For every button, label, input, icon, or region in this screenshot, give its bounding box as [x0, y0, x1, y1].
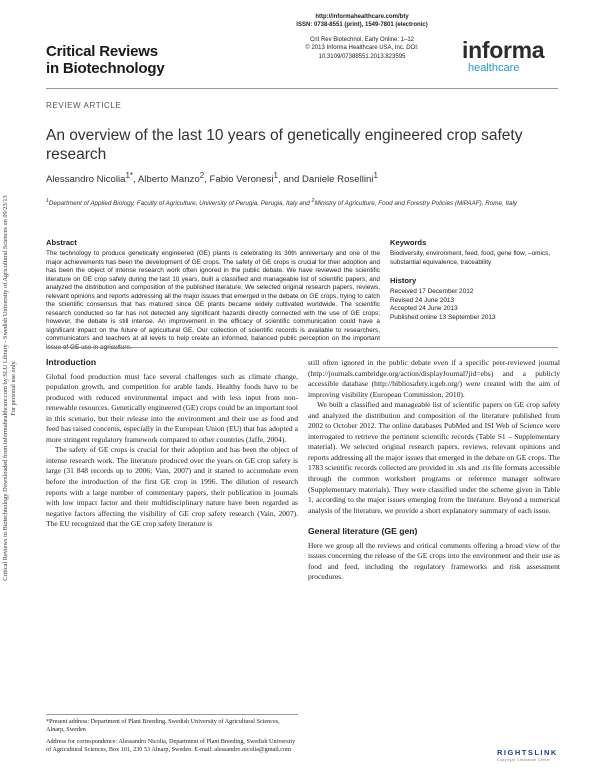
publisher-logo-name: informa: [462, 37, 545, 63]
footnote: [46, 718, 298, 757]
intro-paragraph: Global food production must face several challenges such as climate change, population growth, and competition for arable lands. Healthy foods have to be produced with reduced environmental impact and with less input from non-renewable resources. Genetically engineered (GE) crops could be an important tool in this scenario, but their release into the environment and their use as food and feed has raised concerns, especially in the European Union (EU) that has adopted a more stringent regulatory framework compared to other countries (Jaffe, 2004).: [46, 371, 298, 444]
journal-copyright: © 2013 Informa Healthcare USA, Inc. DOI: 10.3109/07388551.2013.823595: [305, 45, 419, 60]
rightslink-sub: Copyright Clearance Center: [497, 758, 551, 762]
journal-url[interactable]: http://informahealthcare.com/bty: [315, 14, 409, 20]
download-stamp-line2: For personal use only.: [10, 360, 17, 416]
author-name: Alberto Manzo: [137, 174, 200, 186]
abstract-section: [46, 238, 380, 353]
download-stamp-line1: Critical Reviews in Biotechnology Downloaded from informahealthcare.com by SLU Library - Swedish University of Agricultural Sciences on 09/23/13: [2, 195, 9, 581]
journal-name: [46, 43, 164, 77]
history-published: Published online 13 September 2013: [390, 313, 496, 321]
body-paragraph: We built a classified and manageable list of scientific papers on GE crop safety and analyzed the distribution and composition of the literature published from 2002 to October 2012. The online databases PubMed and ISI Web of Science were interrogated to retrieve the pertinent scientific records (Table S1 – Supplementary material). We selected original research papers, reviews, relevant opinions and reports addressing all the major issues that emerged in the debate on GE crops. The 1783 scientific records collected are provided in .xls and .ris file formats accessible through the common worksheet programs or reference manager software (Supplementary materials). They were classified under the scheme given in Table 1, according to the major issues emerging from the literature. Beyond a numerical analysis of the literature, we provide a short explanatory summary of each issue.: [308, 400, 560, 515]
author-affil-sup: 1: [373, 171, 378, 180]
author-name: Daniele Rosellini: [301, 174, 374, 186]
publisher-logo-sub: healthcare: [468, 62, 520, 74]
author-list: [46, 171, 556, 185]
affiliations: [46, 197, 556, 208]
journal-name-line2: in Biotechnology: [46, 60, 165, 77]
body-paragraph: still often ignored in the public debate even if a specific peer-reviewed journal (http://journals.cambridge.org/action/displayJournal?jid=ebs) and a publicly accessible database (http://bibliosafety.icgeb.org/) were created with the aim of improving visibility (European Commission, 2010).: [308, 358, 560, 399]
keywords-text: Biodiversity, environment, feed, food, gene flow, –omics, substantial equivalence, traceability: [390, 250, 551, 266]
abstract-text: The technology to produce genetically engineered (GE) plants is celebrating its 30th anniversary and one of the major achievements has been the development of GE crops. The safety of GE crops is crucial for their adoption and has been the object of intense research work often ignored in the public debate. We have reviewed the scientific literature on GE crop safety during the last 10 years, built a classified and manageable list of scientific papers, and analyzed the distribution and composition of the published literature. We selected original research papers, reviews, relevant opinions and reports addressing all the major issues that emerged in the debate on GE crops, trying to catch the scientific consensus that has matured since GE plants became widely cultivated worldwide. The scientific research conducted so far has not detected any significant hazards directly connected with the use of GE crops; however, the debate is still intense. An improvement in the efficacy of scientific communication could have a significant impact on the future of agricultural GE. Our collection of scientific records is available to researchers, communicators and teachers at all levels to help create an informed, balanced public perception on the important issue of GE use in agriculture.: [46, 250, 380, 352]
author-separator: , and: [277, 174, 302, 186]
history-revised: Revised 24 June 2013: [390, 296, 455, 304]
abstract-divider: [46, 347, 558, 348]
publisher-logo: [462, 38, 544, 74]
journal-issn: ISSN: 0738-8551 (print), 1549-7801 (electronic): [296, 22, 428, 29]
affil-sup: 1: [46, 198, 49, 204]
journal-name-line1: Critical Reviews: [46, 43, 158, 60]
history-received: Received 17 December 2012: [390, 288, 474, 296]
download-stamp: [2, 0, 24, 776]
body-right-column: [308, 358, 560, 583]
rightslink-name: RIGHTSLINK: [497, 748, 558, 757]
journal-meta: [262, 13, 462, 61]
keywords-heading: Keywords: [390, 238, 427, 247]
body-left-column: [46, 357, 298, 530]
header-divider: [46, 88, 558, 89]
affil-text: Department of Applied Biology, Faculty of Agriculture, University of Perugia, Perugia, Italy and: [48, 200, 312, 208]
author-affil-sup: 1: [125, 171, 130, 180]
footnote-correspondence: Address for correspondence: Alessandro Nicolia, Department of Plant Breeding, Swedish University of Agricultural Sciences, Box 101, 230 53 Alnarp, Sweden. E-mail: alessandro.nicolia@gmail.com: [46, 737, 296, 753]
keywords-history-panel: [390, 238, 560, 331]
rightslink-logo[interactable]: [497, 748, 558, 762]
history-block: [390, 276, 560, 322]
history-heading: History: [390, 276, 417, 286]
keywords-block: [390, 238, 560, 267]
article-type: REVIEW ARTICLE: [46, 101, 122, 110]
article-title: An overview of the last 10 years of genetically engineered crop safety research: [46, 127, 523, 163]
affil-sup: 2: [311, 198, 315, 204]
author-separator: ,: [204, 174, 210, 186]
introduction-heading: Introduction: [46, 357, 97, 367]
author-affil-sup: 2: [199, 171, 205, 180]
general-literature-heading: General literature (GE gen): [308, 526, 418, 537]
footnote-divider: [46, 714, 298, 715]
intro-paragraph: The safety of GE crops is crucial for their adoption and has been the object of intense research work. The literature produced over the years on GE crop safety is large (31 848 records up to 2006; Vain, 2007) and it started to accumulate even before the introduction of the first GE crop in 1996. The dilution of research reports with a large number of commentary papers, their publication in journals with low impact factor and their multidisciplinary nature have been regarded as negative factors affecting the visibility of GE crop safety research (Vain, 2007). The EU recognized that the GE crop safety literature is: [46, 445, 298, 529]
body-paragraph: Here we group all the reviews and critical comments offering a broad view of the issues concerning the release of the GE crops into the environment and their use as food and feed, including the regulatory frameworks and risk assessment procedures.: [308, 540, 560, 582]
author-affil-sup: 1: [273, 171, 278, 180]
author-name: Fabio Veronesi: [209, 174, 274, 186]
affil-text: Ministry of Agriculture, Food and Forestry Policies (MiPAAF), Rome, Italy: [314, 200, 518, 208]
journal-citation: Crit Rev Biotechnol, Early Online: 1–12: [309, 36, 415, 43]
footnote-present-address: *Present address: Department of Plant Breeding, Swedish University of Agricultural Sciences, Alnarp, Sweden: [46, 718, 280, 734]
history-accepted: Accepted 24 June 2013: [390, 305, 458, 313]
abstract-heading: Abstract: [46, 238, 77, 247]
author-mark: *: [129, 171, 134, 180]
author-name: Alessandro Nicolia: [46, 174, 126, 186]
author-separator: ,: [133, 174, 138, 186]
